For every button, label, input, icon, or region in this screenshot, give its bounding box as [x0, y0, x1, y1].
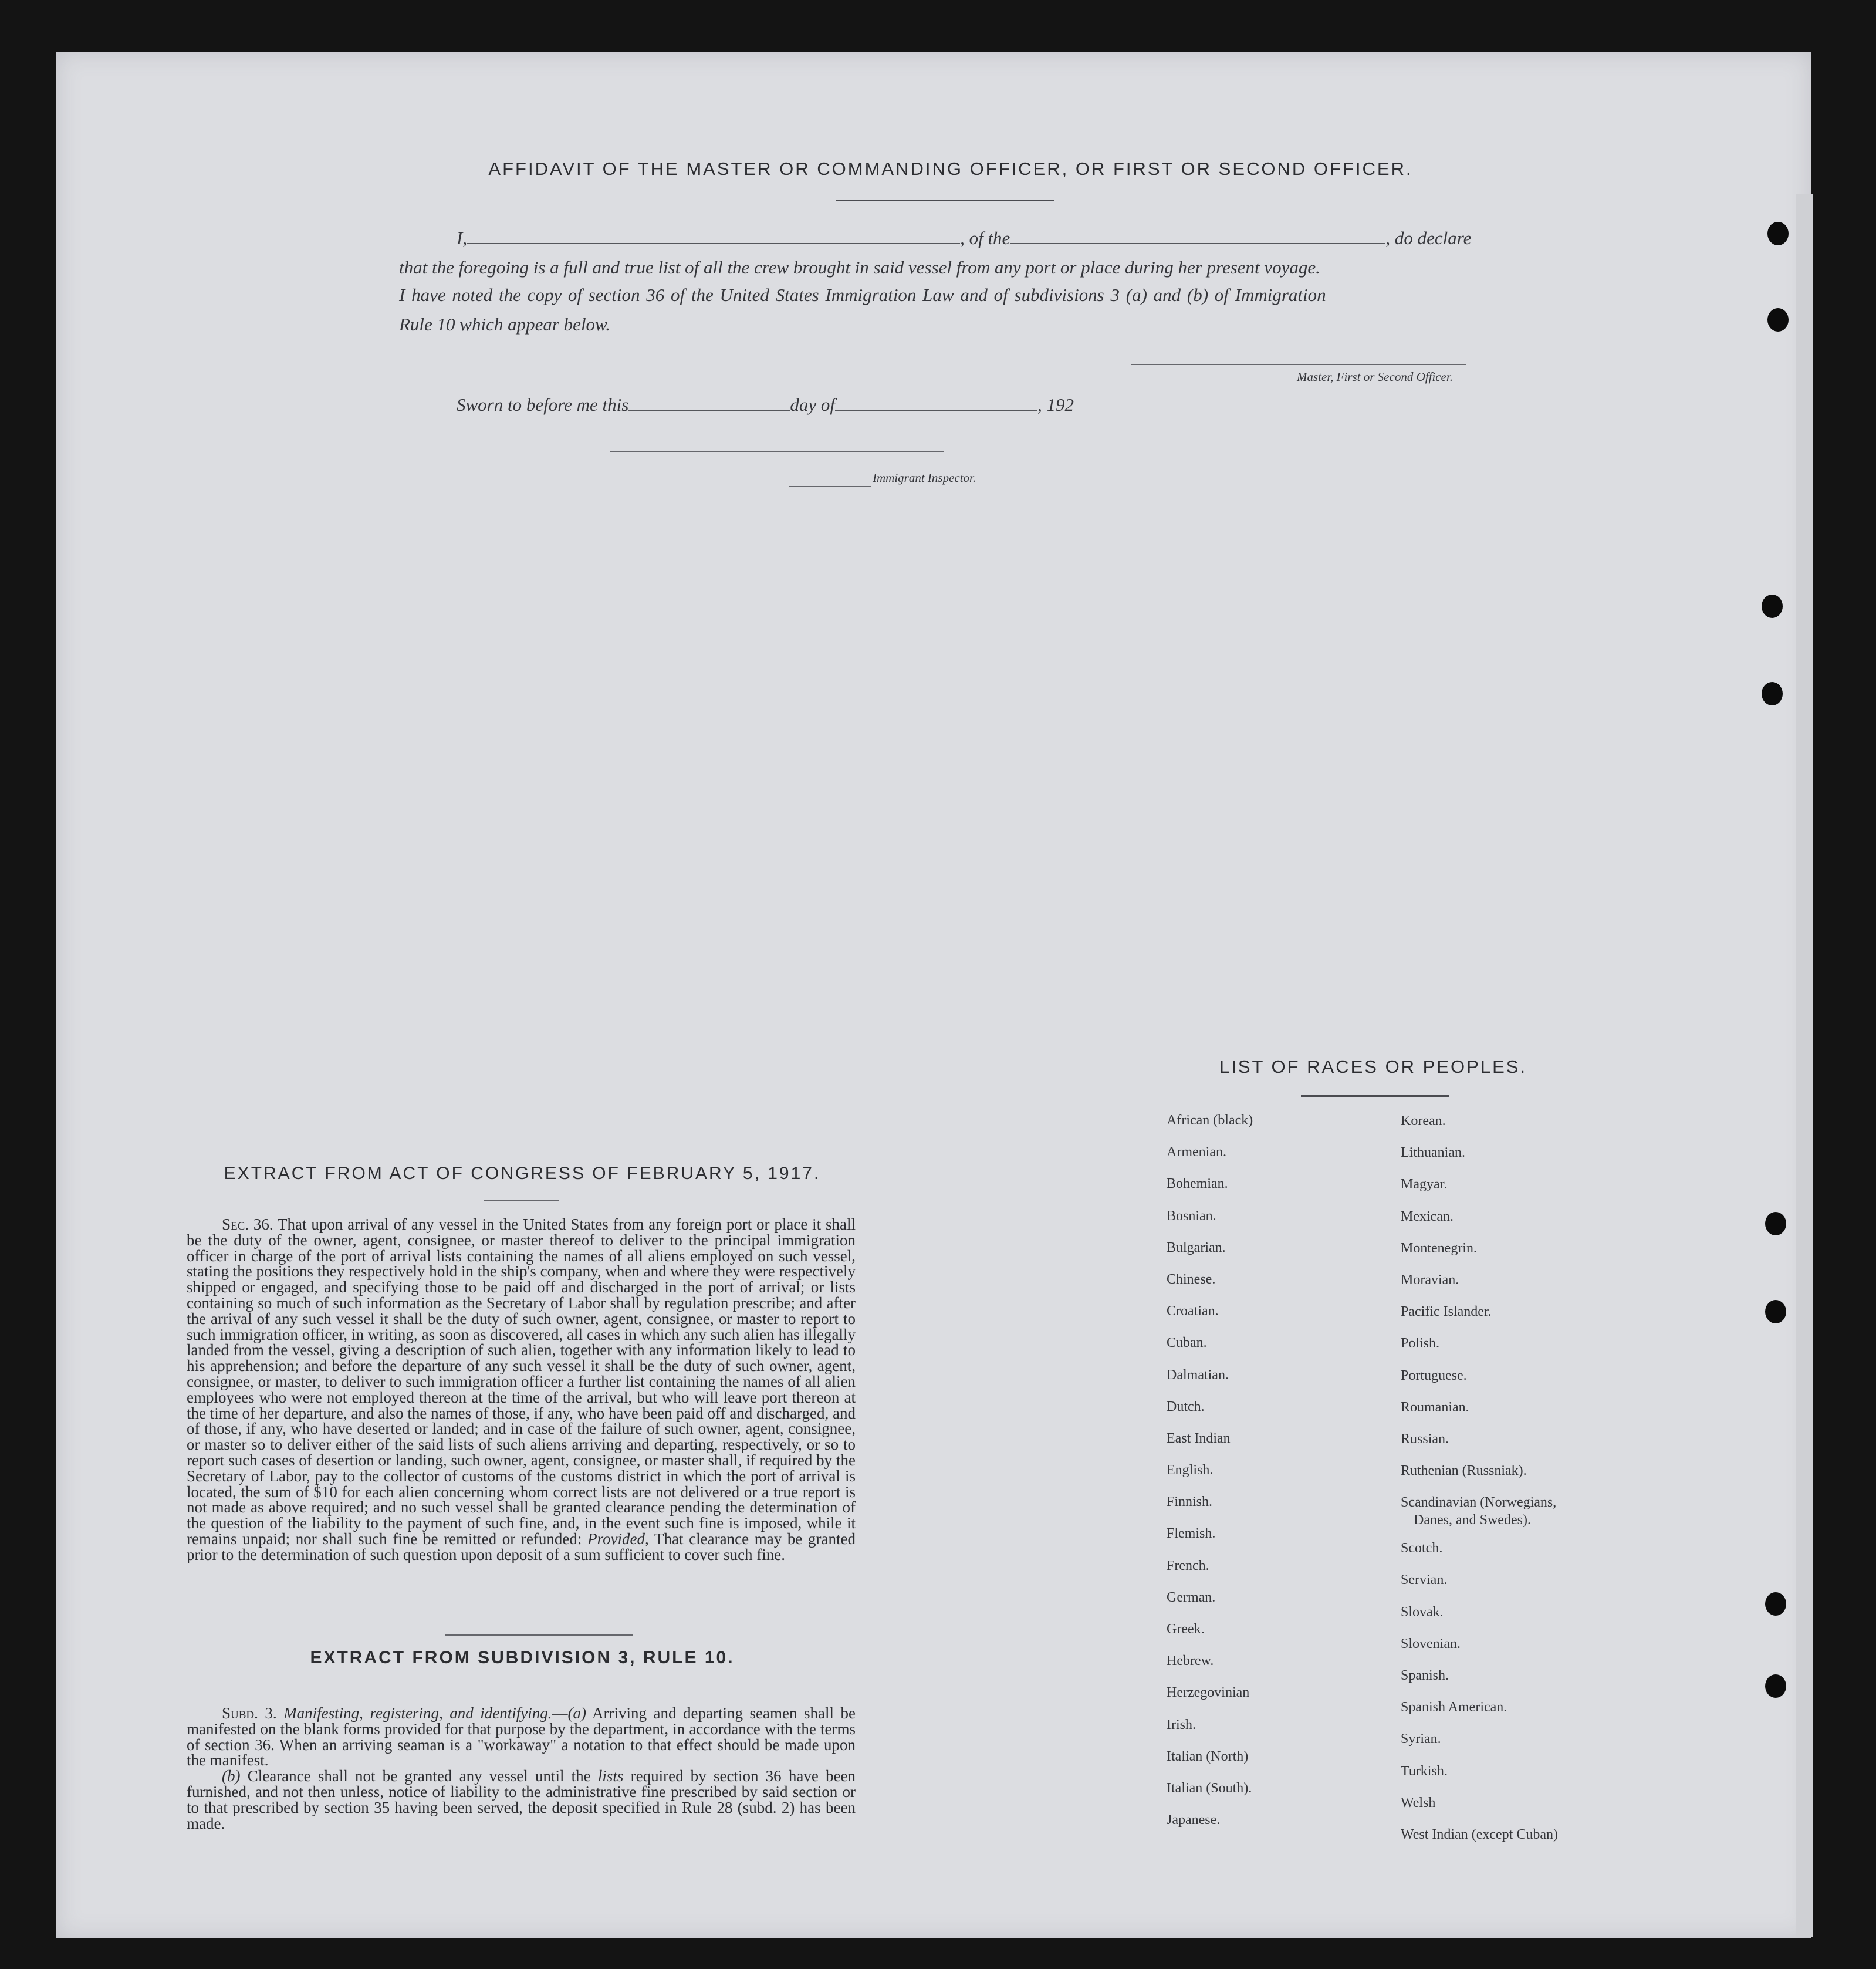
name-blank[interactable] — [467, 229, 960, 244]
race-item: Hebrew. — [1167, 1653, 1214, 1669]
race-item: Portuguese. — [1401, 1367, 1467, 1383]
sec-label: Sec. 36. — [222, 1215, 273, 1233]
race-item: Moravian. — [1401, 1272, 1459, 1288]
race-item: Finnish. — [1167, 1494, 1213, 1510]
race-item: Pacific Islander. — [1401, 1304, 1492, 1320]
race-item: Montenegrin. — [1401, 1240, 1477, 1256]
extract-act-rule — [484, 1200, 559, 1201]
subd-b-text-2: required by section 36 have been furnished, and not then unless, notice of liability to the administrative fine prescribed by said section or to that prescribed by section 35 having been served, the deposit specified in Rule 28 (subd. 2) has been made. — [187, 1767, 856, 1832]
race-item: Japanese. — [1167, 1812, 1221, 1828]
affidavit-line-1 — [457, 228, 1471, 249]
binder-hole — [1765, 1592, 1786, 1616]
race-item: Irish. — [1167, 1717, 1196, 1732]
race-item: Flemish. — [1167, 1526, 1216, 1542]
race-item: African (black) — [1167, 1113, 1253, 1128]
race-item: Chinese. — [1167, 1271, 1216, 1287]
race-item: Roumanian. — [1401, 1399, 1469, 1415]
binder-hole — [1762, 595, 1783, 618]
subd-label: Subd. 3. — [222, 1704, 277, 1722]
binder-hole — [1767, 222, 1789, 245]
subd-a-label: (a) — [567, 1704, 586, 1722]
section-divider — [445, 1634, 633, 1636]
affidavit-line1-start: I, — [457, 228, 468, 248]
race-item: Bulgarian. — [1167, 1240, 1226, 1255]
races-title: LIST OF RACES OR PEOPLES. — [1219, 1056, 1527, 1077]
race-item: Italian (South). — [1167, 1780, 1252, 1796]
race-item: Italian (North) — [1167, 1748, 1249, 1764]
binder-hole — [1765, 1212, 1786, 1235]
race-item: Danes, and Swedes). — [1414, 1512, 1531, 1528]
race-item: Bohemian. — [1167, 1176, 1228, 1192]
race-item: Mexican. — [1401, 1208, 1454, 1224]
inspector-label: Immigrant Inspector. — [873, 471, 976, 485]
affidavit-line-3: I have noted the copy of section 36 of the United States Immigration Law and of subdivisions 3 (a) and (b) of Immigration — [399, 285, 1326, 305]
proviso-word: Provided, — [587, 1529, 649, 1548]
affidavit-line1-end: , do declare — [1385, 228, 1472, 248]
inspector-short-line — [789, 486, 871, 487]
race-item: Croatian. — [1167, 1303, 1219, 1319]
race-item: Slovak. — [1401, 1604, 1444, 1620]
race-item: Syrian. — [1401, 1731, 1441, 1747]
extract-act-body — [187, 1217, 856, 1563]
extract-rule-body: Subd. 3. Manifesting, registering, and identifying.—(a) Arriving and departing seamen shall be manifested on the blank forms provided for that purpose by the department, in accordance with the terms of section 36. When an arriving seaman is a "workaway" a notation to that effect should be made upon the manifest. (b) Clearance shall not be granted any vessel until the lists required by section 36 have been furnished, and not then unless, notice of liability to the administrative fine prescribed by said section or to that prescribed by section 35 having been served, the deposit specified in Rule 28 (subd. 2) has been made. — [187, 1704, 856, 1832]
inspector-signature-line[interactable] — [610, 451, 944, 452]
race-item: German. — [1167, 1589, 1216, 1605]
race-item: Armenian. — [1167, 1144, 1226, 1160]
race-item: Magyar. — [1401, 1177, 1448, 1193]
sec-36-text: That upon arrival of any vessel in the United States from any foreign port or place it shall be the duty of the owner, agent, consignee, or master thereof to deliver to the principal immigration officer in charge of the port of arrival lists containing the names of all aliens employed on such vessel, stating the positions they respectively hold in the ship's company, when and where they were respectively shipped or engaged, and specifying those to be paid off and discharged in the port of arrival; or lists containing so much of such information as the Secretary of Labor shall by regulation prescribe; and after the arrival of any such vessel it shall be the duty of such owner, agent, consignee, or master to report to such immigration officer, in writing, as soon as discovered, all cases in which any such alien has illegally landed from the vessel, giving a description of such alien, together with any information likely to lead to his apprehension; and before the departure of any such vessel it shall be the duty of such owner, agent, consignee, or master, to deliver to such immigration officer a further list containing the names of all alien employees who were not employed thereon at the time of the arrival, but who will leave port thereon at the time of her departure, and also the names of those, if any, who have been paid off and discharged, and of those, if any, who have deserted or landed; and in case of the failure of such owner, agent, consignee, or master so to deliver either of the said lists of such aliens arriving and departing, respectively, or so to report such cases of desertion or landing, such owner, agent, consignee, or master shall, if required by the Secretary of Labor, pay to the collector of customs of the customs district in which the port of arrival is located, the sum of $10 for each alien concerning whom correct lists are not delivered or a true report is not made as above required; and no such vessel shall be granted clearance pending the determination of the question of the liability to the payment of such fine, and, in the event such fine is imposed, while it remains unpaid; nor shall such fine be remitted or refunded: — [187, 1215, 856, 1548]
race-item: Russian. — [1401, 1431, 1449, 1447]
extract-rule-title: EXTRACT FROM SUBDIVISION 3, RULE 10. — [310, 1648, 735, 1667]
affidavit-line-2: that the foregoing is a full and true list of all the crew brought in said vessel from any port or place during her present voyage. — [399, 257, 1320, 278]
race-item: Scotch. — [1401, 1541, 1443, 1556]
sworn-end: , 192 — [1037, 394, 1074, 415]
month-blank[interactable] — [835, 396, 1037, 411]
signature-label: Master, First or Second Officer. — [1297, 370, 1453, 384]
race-item: Scandinavian (Norwegians, — [1401, 1495, 1557, 1511]
subd-heading: Manifesting, registering, and identifying. — [283, 1704, 552, 1722]
race-item: Slovenian. — [1401, 1636, 1461, 1651]
race-item: Korean. — [1401, 1113, 1446, 1129]
binder-hole — [1762, 682, 1783, 705]
race-item: West Indian (except Cuban) — [1401, 1826, 1558, 1842]
vessel-blank[interactable] — [1010, 229, 1385, 244]
binder-hole — [1765, 1300, 1786, 1323]
race-item: Turkish. — [1401, 1763, 1448, 1779]
race-item: Lithuanian. — [1401, 1145, 1465, 1161]
day-blank[interactable] — [628, 396, 790, 411]
subd-b-label: (b) — [222, 1767, 241, 1785]
race-item: East Indian — [1167, 1430, 1231, 1446]
race-item: Polish. — [1401, 1336, 1440, 1352]
affidavit-title: AFFIDAVIT OF THE MASTER OR COMMANDING OFFICER, OR FIRST OR SECOND OFFICER. — [488, 158, 1413, 179]
race-item: Bosnian. — [1167, 1208, 1216, 1224]
affidavit-title-rule — [836, 200, 1054, 201]
race-item: Herzegovinian — [1167, 1685, 1250, 1701]
races-left-column — [1167, 1113, 1253, 1844]
binder-hole — [1765, 1674, 1786, 1698]
race-item: French. — [1167, 1558, 1209, 1573]
sworn-start: Sworn to before me this — [457, 394, 629, 415]
sworn-mid: day of — [790, 394, 835, 415]
binder-hole — [1767, 308, 1789, 332]
affidavit-line1-mid: , of the — [960, 228, 1010, 248]
race-item: Welsh — [1401, 1795, 1436, 1811]
race-item: Greek. — [1167, 1622, 1205, 1637]
race-item: Spanish American. — [1401, 1700, 1507, 1715]
signature-line[interactable] — [1131, 364, 1466, 365]
page-edge — [1796, 194, 1813, 1937]
races-title-rule — [1301, 1095, 1449, 1097]
sec-36-text-end: That clearance may be granted prior to the determination of such question upon deposit of a sum sufficient to cover such fine. — [187, 1529, 856, 1563]
sworn-line — [457, 394, 1074, 416]
race-item: Servian. — [1401, 1572, 1448, 1588]
race-item: Spanish. — [1401, 1668, 1449, 1683]
race-item: Ruthenian (Russniak). — [1401, 1463, 1527, 1479]
race-item: Cuban. — [1167, 1335, 1207, 1351]
subd-a-text: Arriving and departing seamen shall be manifested on the blank forms provided for that purpose by the department, in accordance with the terms of section 36. When an arriving seaman is a "workaway" a notation to that effect should be made upon the manifest. — [187, 1704, 856, 1769]
subd-b-lists: lists — [597, 1767, 624, 1785]
race-item: Dutch. — [1167, 1399, 1205, 1414]
races-right-column — [1401, 1113, 1558, 1859]
race-item: English. — [1167, 1463, 1214, 1478]
race-item: Dalmatian. — [1167, 1367, 1229, 1383]
extract-act-title: EXTRACT FROM ACT OF CONGRESS OF FEBRUARY 5, 1917. — [224, 1164, 821, 1183]
subd-b-text-1: Clearance shall not be granted any vessel until the — [247, 1767, 591, 1785]
affidavit-line-4: Rule 10 which appear below. — [399, 314, 611, 335]
